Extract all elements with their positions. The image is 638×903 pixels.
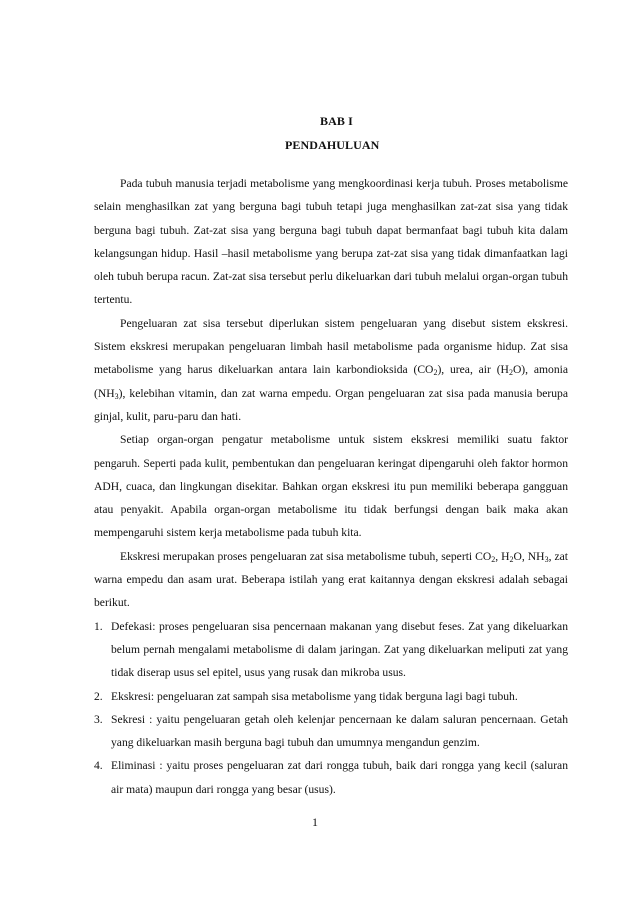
list-number: 4. [94, 759, 103, 773]
list-number: 2. [94, 689, 103, 703]
list-text: Ekskresi: pengeluaran zat sampah sisa metabolisme yang tidak berguna lagi bagi tubuh. [111, 689, 518, 703]
paragraph-1: Pada tubuh manusia terjadi metabolisme yang mengkoordinasi kerja tubuh. Proses metabolisme selain menghasilkan zat yang berguna bagi tubuh tetapi juga menghasilkan zat-zat sisa yang tidak berguna bagi tubuh. Zat-zat sisa yang berguna bagi tubuh dapat bermanfaat bagi tubuh kita dalam kelangsungan hidup. Hasil –hasil metabolisme yang berupa zat-zat sisa yang tidak dimanfaatkan lagi oleh tubuh berupa racun. Zat-zat sisa tersebut perlu dikeluarkan dari tubuh melalui organ-organ tubuh tertentu. [94, 177, 568, 307]
list-number: 3. [94, 712, 103, 726]
list-text: Defekasi: proses pengeluaran sisa pencernaan makanan yang disebut feses. Zat yang dikeluarkan belum pernah mengalami metabolisme di dalam jaringan. Zat yang dikeluarkan meliputi zat yang tidak diserap usus sel epitel, usus yang rusak dan mikroba usus. [111, 619, 568, 680]
paragraph-2: Pengeluaran zat sisa tersebut diperlukan sistem pengeluaran yang disebut sistem ekskresi. Sistem ekskresi merupakan pengeluaran limbah hasil metabolisme pada organisme hidup. Zat sisa metabolisme yang harus dikeluarkan antara lain karbondioksida $(CO_2)$, urea, air $(H_2O)$, amonia $(NH_3)$, kelebihan vitamin, dan zat warna empedu. Organ pengeluaran zat sisa pada manusia berupa ginjal, kulit, paru-paru dan hati. [94, 316, 569, 423]
list-number: 1. [94, 619, 103, 633]
list-text: Eliminasi : yaitu proses pengeluaran zat dari rongga tubuh, baik dari rongga yang kecil (saluran air mata) maupun dari rongga yang besar (usus). [111, 759, 568, 796]
paragraph-3: Setiap organ-organ pengatur metabolisme untuk sistem ekskresi memiliki suatu faktor pengaruh. Seperti pada kulit, pembentukan dan pengeluaran keringat dipengaruhi oleh faktor hormon ADH, cuaca, dan lingkungan disekitar. Bahkan organ ekskresi itu pun memiliki beberapa gangguan atau penyakit. Apabila organ-organ metabolisme itu tidak berfungsi dengan baik maka akan mempengaruhi sistem kerja metabolisme pada tubuh kita. [94, 433, 568, 540]
list-text: Sekresi : yaitu pengeluaran getah oleh kelenjar pencernaan ke dalam saluran pencernaan. Getah yang dikeluarkan masih berguna bagi tubuh dan umumnya mengandun genzim. [111, 712, 568, 750]
document-body [94, 172, 568, 801]
term-list [94, 615, 568, 801]
chapter-title-text: PENDAHULUAN [285, 138, 380, 152]
list-item [94, 754, 568, 801]
chapter-label: BAB I [320, 114, 353, 128]
list-item [94, 685, 568, 708]
list-item [94, 615, 568, 685]
list-item [94, 708, 568, 755]
paragraph-4: Ekskresi merupakan proses pengeluaran zat sisa metabolisme tubuh, seperti $CO_2$, $H_2O$, $NH_3$, zat warna empedu dan asam urat. Beberapa istilah yang erat kaitannya dengan ekskresi adalah sebagai berikut. [94, 549, 568, 610]
page-number: 1 [312, 815, 318, 829]
